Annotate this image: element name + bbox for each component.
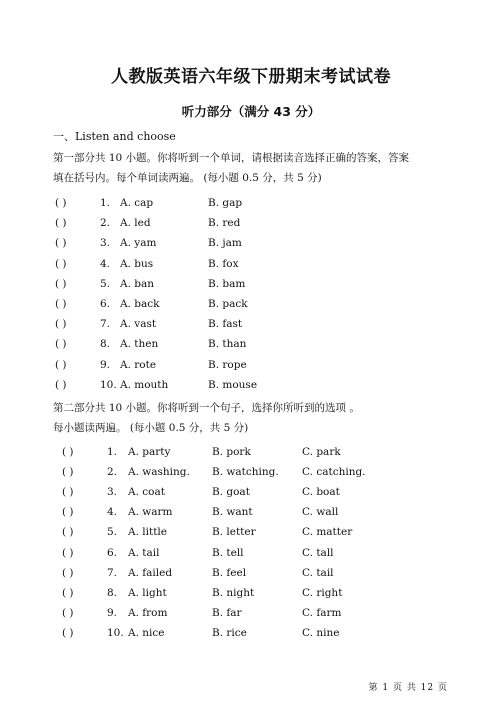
question-answer-paren[interactable]: ( ) <box>55 197 67 209</box>
question-option-b: B. fast <box>208 318 243 331</box>
question-answer-paren[interactable]: ( ) <box>55 318 67 331</box>
question-answer-paren[interactable]: ( ) <box>55 237 67 250</box>
question-answer-paren[interactable]: ( ) <box>62 526 74 539</box>
question-option-b: B. rope <box>208 358 247 371</box>
question-number: 8. <box>100 338 111 351</box>
question-option-a: A. from <box>128 606 168 619</box>
question-answer-paren[interactable]: ( ) <box>62 546 74 559</box>
question-option-b: B. tell <box>212 546 244 559</box>
question-option-a: A. vast <box>120 318 157 331</box>
question-option-b: B. night <box>212 586 255 599</box>
question-option-a: A. ban <box>120 277 155 290</box>
question-number: 9. <box>100 358 111 371</box>
question-option-b: B. pack <box>208 298 248 310</box>
question-number: 7. <box>107 566 118 579</box>
question-option-b: B. fox <box>208 257 239 270</box>
question-option-b: B. mouse <box>208 378 258 391</box>
question-option-c: C. tall <box>302 546 334 559</box>
part2-intro-line2: 每小题读两遍。 (每小题 0.5 分，共 5 分) <box>53 422 249 434</box>
question-option-a: A. washing. <box>128 466 190 479</box>
question-number: 2. <box>107 466 118 479</box>
question-number: 1. <box>107 446 118 458</box>
question-answer-paren[interactable]: ( ) <box>62 566 74 579</box>
question-option-b: B. want <box>212 506 253 519</box>
page-footer: 第 1 页 共 12 页 <box>368 683 448 693</box>
question-option-b: B. than <box>208 338 247 351</box>
question-number: 3. <box>100 237 111 250</box>
section-heading: 一、Listen and choose <box>53 130 176 143</box>
question-option-c: C. right <box>302 586 343 599</box>
question-option-a: A. back <box>120 298 160 310</box>
question-option-c: C. wall <box>302 506 339 519</box>
question-option-c: C. matter <box>302 526 353 539</box>
question-option-a: A. yam <box>120 237 157 250</box>
question-answer-paren[interactable]: ( ) <box>55 358 67 371</box>
question-option-c: C. farm <box>302 606 342 619</box>
page-title: 人教版英语六年级下册期末考试试卷 <box>111 67 391 87</box>
question-number: 6. <box>100 298 111 310</box>
question-answer-paren[interactable]: ( ) <box>55 277 67 290</box>
question-answer-paren[interactable]: ( ) <box>62 626 74 639</box>
part1-intro-line2: 填在括号内。每个单词读两遍。 (每小题 0.5 分，共 5 分) <box>53 172 322 184</box>
question-option-a: A. bus <box>120 257 154 270</box>
question-answer-paren[interactable]: ( ) <box>55 378 67 391</box>
question-number: 10. <box>107 626 124 639</box>
question-option-a: A. coat <box>128 486 165 499</box>
question-number: 4. <box>107 506 118 519</box>
question-option-b: B. feel <box>212 566 247 579</box>
part2-intro-line1: 第二部分共 10 小题。你将听到一个句子，选择你所听到的选项 。 <box>53 402 360 414</box>
question-answer-paren[interactable]: ( ) <box>62 506 74 519</box>
question-option-a: A. little <box>128 526 167 539</box>
question-number: 5. <box>100 277 111 290</box>
question-answer-paren[interactable]: ( ) <box>55 338 67 351</box>
question-number: 1. <box>100 197 111 209</box>
question-answer-paren[interactable]: ( ) <box>62 586 74 599</box>
question-number: 4. <box>100 257 111 270</box>
question-number: 6. <box>107 546 118 559</box>
question-option-a: A. tail <box>128 546 160 559</box>
question-answer-paren[interactable]: ( ) <box>62 606 74 619</box>
question-number: 8. <box>107 586 118 599</box>
question-number: 3. <box>107 486 118 499</box>
question-option-a: A. mouth <box>120 378 169 391</box>
question-option-a: A. then <box>120 338 159 351</box>
question-number: 2. <box>100 217 111 230</box>
question-option-b: B. gap <box>208 197 243 209</box>
question-option-c: C. park <box>302 446 341 458</box>
question-number: 9. <box>107 606 118 619</box>
question-option-c: C. tail <box>302 566 334 579</box>
question-answer-paren[interactable]: ( ) <box>55 257 67 270</box>
question-option-b: B. pork <box>212 446 251 458</box>
question-option-b: B. red <box>208 217 241 230</box>
question-option-c: C. catching. <box>302 466 366 479</box>
question-option-b: B. rice <box>212 626 247 639</box>
question-answer-paren[interactable]: ( ) <box>55 217 67 230</box>
question-answer-paren[interactable]: ( ) <box>55 298 67 310</box>
question-option-a: A. nice <box>128 626 165 639</box>
question-answer-paren[interactable]: ( ) <box>62 446 74 458</box>
question-option-a: A. light <box>128 586 167 599</box>
question-option-a: A. failed <box>128 566 173 579</box>
question-option-b: B. watching. <box>212 466 279 479</box>
question-option-b: B. bam <box>208 277 246 290</box>
question-answer-paren[interactable]: ( ) <box>62 486 74 499</box>
question-answer-paren[interactable]: ( ) <box>62 466 74 479</box>
question-option-b: B. goat <box>212 486 250 499</box>
question-number: 7. <box>100 318 111 331</box>
question-option-c: C. boat <box>302 486 340 499</box>
question-option-a: A. cap <box>120 197 154 209</box>
section-subtitle: 听力部分（满分 43 分） <box>181 104 321 119</box>
question-option-c: C. nine <box>302 626 340 639</box>
question-option-a: A. rote <box>120 358 157 371</box>
question-option-b: B. jam <box>208 237 242 250</box>
part1-intro-line1: 第一部分共 10 小题。你将听到一个单词，请根据读音选择正确的答案，答案 <box>53 152 410 164</box>
question-option-b: B. letter <box>212 526 256 539</box>
question-number: 5. <box>107 526 118 539</box>
question-option-a: A. warm <box>128 506 173 519</box>
question-option-b: B. far <box>212 606 242 619</box>
question-option-a: A. led <box>120 217 151 230</box>
question-number: 10. <box>100 378 117 391</box>
question-option-a: A. party <box>128 446 171 458</box>
